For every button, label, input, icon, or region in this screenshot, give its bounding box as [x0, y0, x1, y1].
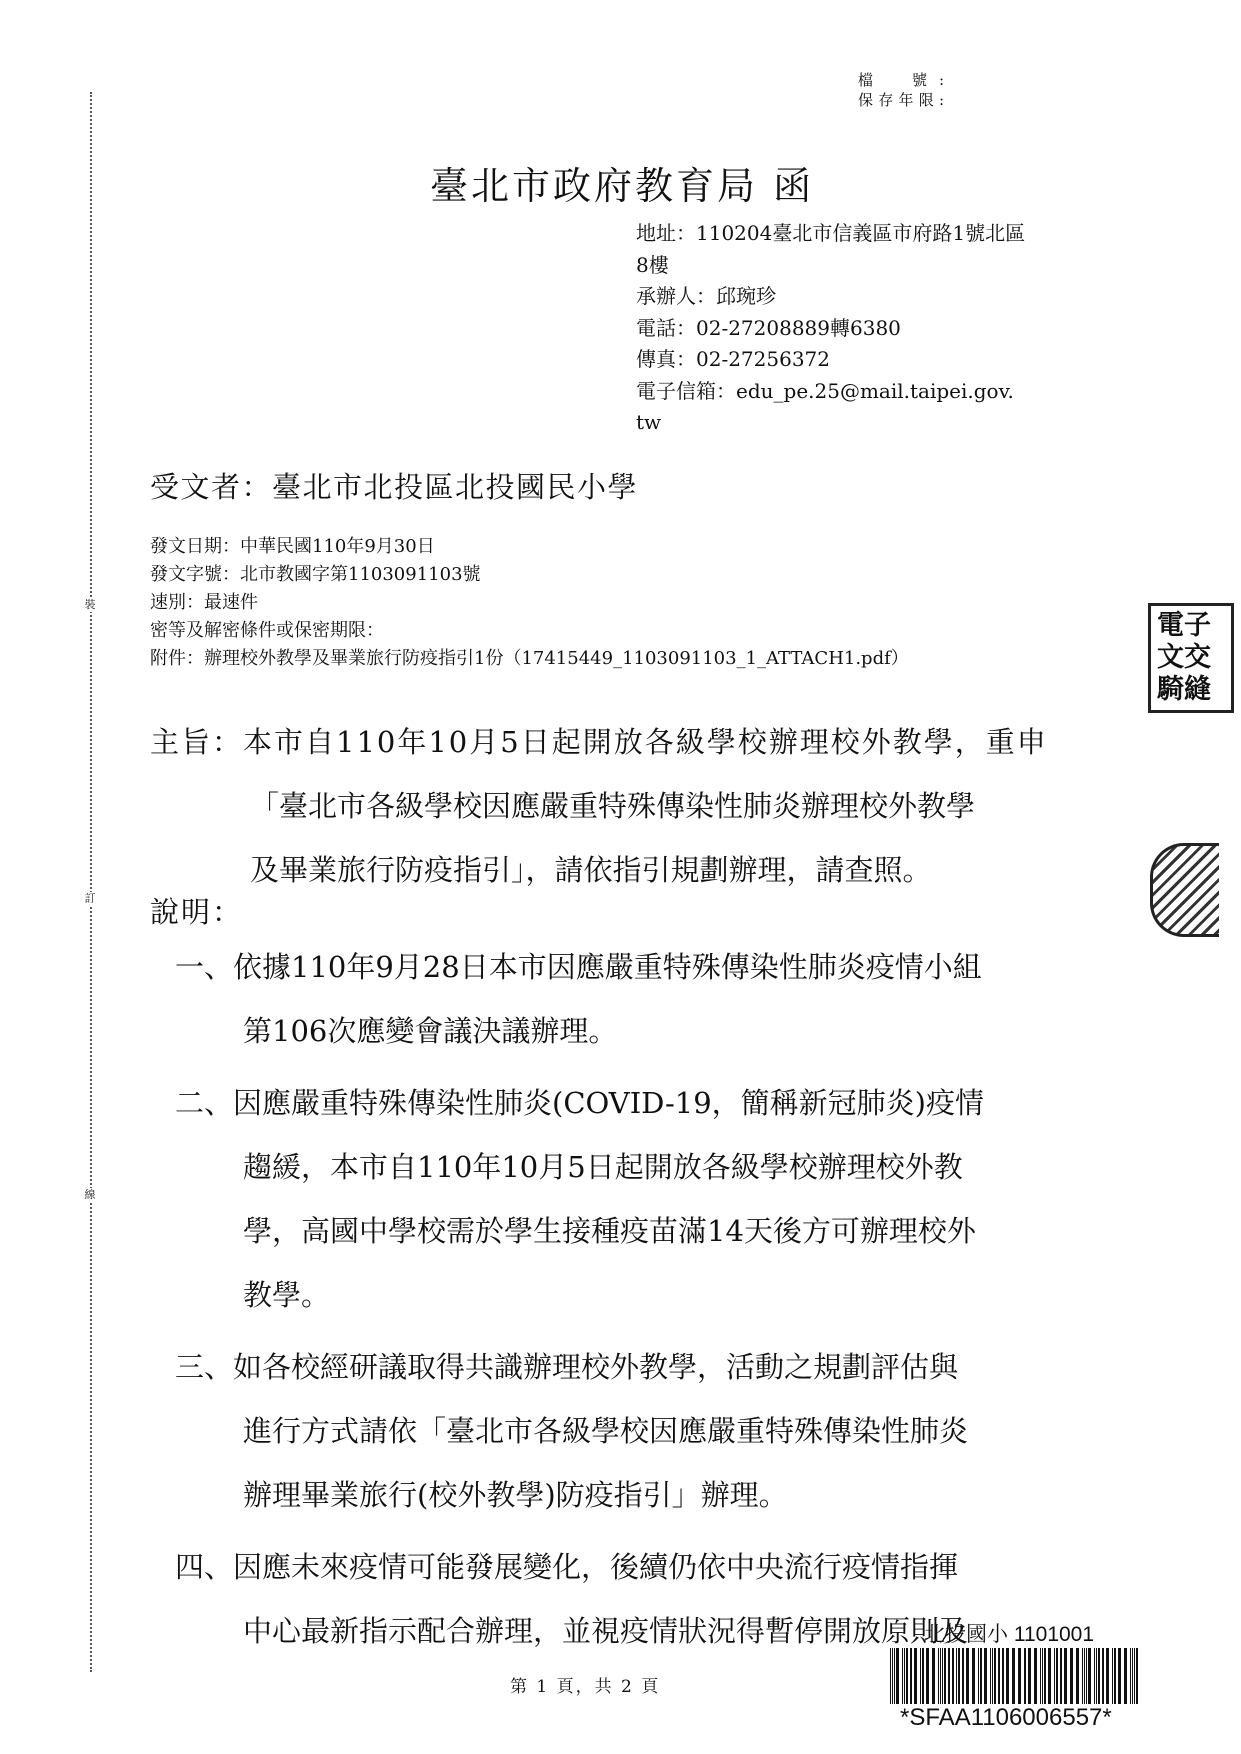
barcode-bar: [990, 1648, 991, 1704]
barcode-bar: [1042, 1648, 1043, 1704]
barcode-bar: [1114, 1648, 1116, 1704]
barcode-bar: [956, 1648, 957, 1704]
barcode-icon: [888, 1648, 1142, 1704]
barcode-bar: [952, 1648, 954, 1704]
delivery-speed: 速別：最速件: [150, 592, 258, 613]
explanation-item-3: [175, 1335, 984, 1527]
barcode-bar: [998, 1648, 1000, 1704]
item-line: 學，高國中學校需於學生接種疫苗滿14天後方可辦理校外: [243, 1214, 976, 1248]
explanation-heading: 說明：: [150, 895, 244, 929]
barcode-bar: [1060, 1648, 1062, 1704]
barcode-bar: [958, 1648, 960, 1704]
barcode-bar: [1124, 1648, 1127, 1704]
barcode-bar: [940, 1648, 941, 1704]
barcode-bar: [948, 1648, 950, 1704]
stamp-text: 電子文交騎縫: [1157, 610, 1211, 705]
email-line-2: tw: [636, 410, 662, 434]
barcode-bar: [1056, 1648, 1058, 1704]
email-line-1: 電子信箱：edu_pe.25@mail.taipei.gov.: [636, 378, 1014, 403]
barcode-bar: [1136, 1648, 1138, 1704]
item-line: 趨緩，本市自110年10月5日起開放各級學校辦理校外教: [243, 1150, 963, 1184]
barcode-bar: [1084, 1648, 1085, 1704]
barcode-bar: [1054, 1648, 1055, 1704]
attachment: 附件：辦理校外教學及畢業旅行防疫指引1份（17415449_1103091103_1_ATTACH1.pdf）: [150, 648, 909, 669]
item-line: 四、因應未來疫情可能發展變化，後續仍依中央流行疫情指揮: [175, 1550, 959, 1584]
explanation-item-4: [175, 1535, 984, 1663]
barcode-bar: [1112, 1648, 1113, 1704]
barcode-bar: [978, 1648, 979, 1704]
barcode-bar: [994, 1648, 996, 1704]
barcode-bar: [910, 1648, 912, 1704]
barcode-bar: [922, 1648, 924, 1704]
barcode-bar: [984, 1648, 987, 1704]
file-number-label: 檔 號:: [858, 71, 944, 89]
barcode-bar: [1098, 1648, 1100, 1704]
document-number: 發文字號：北市教國字第1103091103號: [150, 564, 481, 585]
item-line: 辦理畢業旅行(校外教學)防疫指引」辦理。: [243, 1478, 788, 1512]
barcode-bar: [920, 1648, 921, 1704]
e-document-seam-stamp: [1148, 603, 1234, 713]
barcode-bar: [1132, 1648, 1133, 1704]
barcode-bar: [1018, 1648, 1021, 1704]
subject: [150, 710, 1048, 902]
school-code: 北投國小 1101001: [924, 1623, 1095, 1646]
barcode-bar: [1024, 1648, 1026, 1704]
item-line: 一、依據110年9月28日本市因應嚴重特殊傳染性肺炎疫情小組: [175, 950, 982, 984]
barcode-bar: [1134, 1648, 1135, 1704]
barcode-bar: [992, 1648, 993, 1704]
barcode-bar: [892, 1648, 893, 1704]
barcode-bar: [1048, 1648, 1051, 1704]
barcode-bar: [1106, 1648, 1109, 1704]
document-title: 臺北市政府教育局 函: [430, 164, 815, 208]
barcode-bar: [896, 1648, 899, 1704]
fax: 傳真：02-27256372: [636, 347, 831, 371]
barcode-bar: [972, 1648, 975, 1704]
handler: 承辦人：邱琬珍: [636, 284, 776, 308]
document-meta: [150, 533, 909, 673]
file-info: [858, 70, 944, 110]
subject-line-3: 及畢業旅行防疫指引」，請依指引規劃辦理，請查照。: [250, 853, 932, 887]
barcode-bar: [938, 1648, 939, 1704]
barcode-bar: [1006, 1648, 1009, 1704]
barcode-bar: [1130, 1648, 1131, 1704]
item-line: 二、因應嚴重特殊傳染性肺炎(COVID-19，簡稱新冠肺炎)疫情: [175, 1086, 984, 1120]
item-line: 教學。: [243, 1278, 331, 1312]
barcode-bar: [894, 1648, 895, 1704]
barcode-bar: [1034, 1648, 1037, 1704]
barcode-bar: [1082, 1648, 1083, 1704]
recipient: 受文者：臺北市北投區北投國民小學: [150, 470, 639, 504]
barcode-bar: [966, 1648, 969, 1704]
address-line-2: 8樓: [636, 252, 669, 277]
barcode-bar: [1070, 1648, 1073, 1704]
barcode-bar: [914, 1648, 917, 1704]
binding-mark-bottom: 線: [80, 1188, 100, 1202]
item-line: 中心最新指示配合辦理，並視疫情狀況得暫停開放原則及: [243, 1614, 969, 1648]
barcode-bar: [944, 1648, 946, 1704]
barcode-bar: [980, 1648, 982, 1704]
binding-mark-middle: 訂: [80, 892, 100, 906]
secrecy-level: 密等及解密條件或保密期限：: [150, 620, 384, 641]
barcode-bar: [1064, 1648, 1067, 1704]
explanation-item-2: [175, 1071, 984, 1327]
explanation-item-1: [175, 935, 984, 1063]
item-line: 三、如各校經研議取得共識辦理校外教學，活動之規劃評估與: [175, 1350, 959, 1384]
explanation-items: [175, 935, 984, 1671]
address-line-1: 地址：110204臺北市信義區市府路1號北區: [636, 221, 1026, 245]
item-line: 第106次應變會議決議辦理。: [243, 1014, 618, 1048]
barcode-bar: [962, 1648, 964, 1704]
barcode-bar: [942, 1648, 943, 1704]
subject-line-2: 「臺北市各級學校因應嚴重特殊傳染性肺炎辦理校外教學: [250, 789, 976, 823]
barcode-bar: [1094, 1648, 1095, 1704]
barcode-bar: [902, 1648, 903, 1704]
barcode-bar: [932, 1648, 935, 1704]
barcode-bar: [1028, 1648, 1031, 1704]
barcode-bar: [890, 1648, 891, 1704]
barcode-bar: [1076, 1648, 1079, 1704]
binding-dotted-line: [90, 92, 92, 1672]
phone: 電話：02-27208889轉6380: [636, 315, 901, 340]
barcode-bar: [1044, 1648, 1046, 1704]
barcode-bar: [1002, 1648, 1004, 1704]
barcode-bar: [906, 1648, 908, 1704]
retention-period-label: 保存年限:: [858, 91, 944, 109]
barcode-bar: [1096, 1648, 1097, 1704]
binding-mark-top: 裝: [80, 598, 100, 612]
barcode-bar: [926, 1648, 929, 1704]
barcode-bar: [1012, 1648, 1015, 1704]
barcode-bar: [1040, 1648, 1041, 1704]
barcode-bar: [1102, 1648, 1104, 1704]
barcode-bar: [1086, 1648, 1087, 1704]
item-line: 進行方式請依「臺北市各級學校因應嚴重特殊傳染性肺炎: [243, 1414, 969, 1448]
barcode-bar: [1088, 1648, 1091, 1704]
barcode-bar: [904, 1648, 905, 1704]
barcode-bar: [1118, 1648, 1121, 1704]
issue-date: 發文日期：中華民國110年9月30日: [150, 536, 435, 557]
seam-seal-icon: [1150, 843, 1219, 937]
subject-line-1: 主旨：本市自110年10月5日起開放各級學校辦理校外教學，重申: [150, 725, 1048, 759]
barcode-text: *SFAA1106006557*: [900, 1704, 1112, 1731]
page-indicator: 第 1 頁，共 2 頁: [510, 1677, 661, 1697]
contact-block: [636, 218, 1106, 439]
